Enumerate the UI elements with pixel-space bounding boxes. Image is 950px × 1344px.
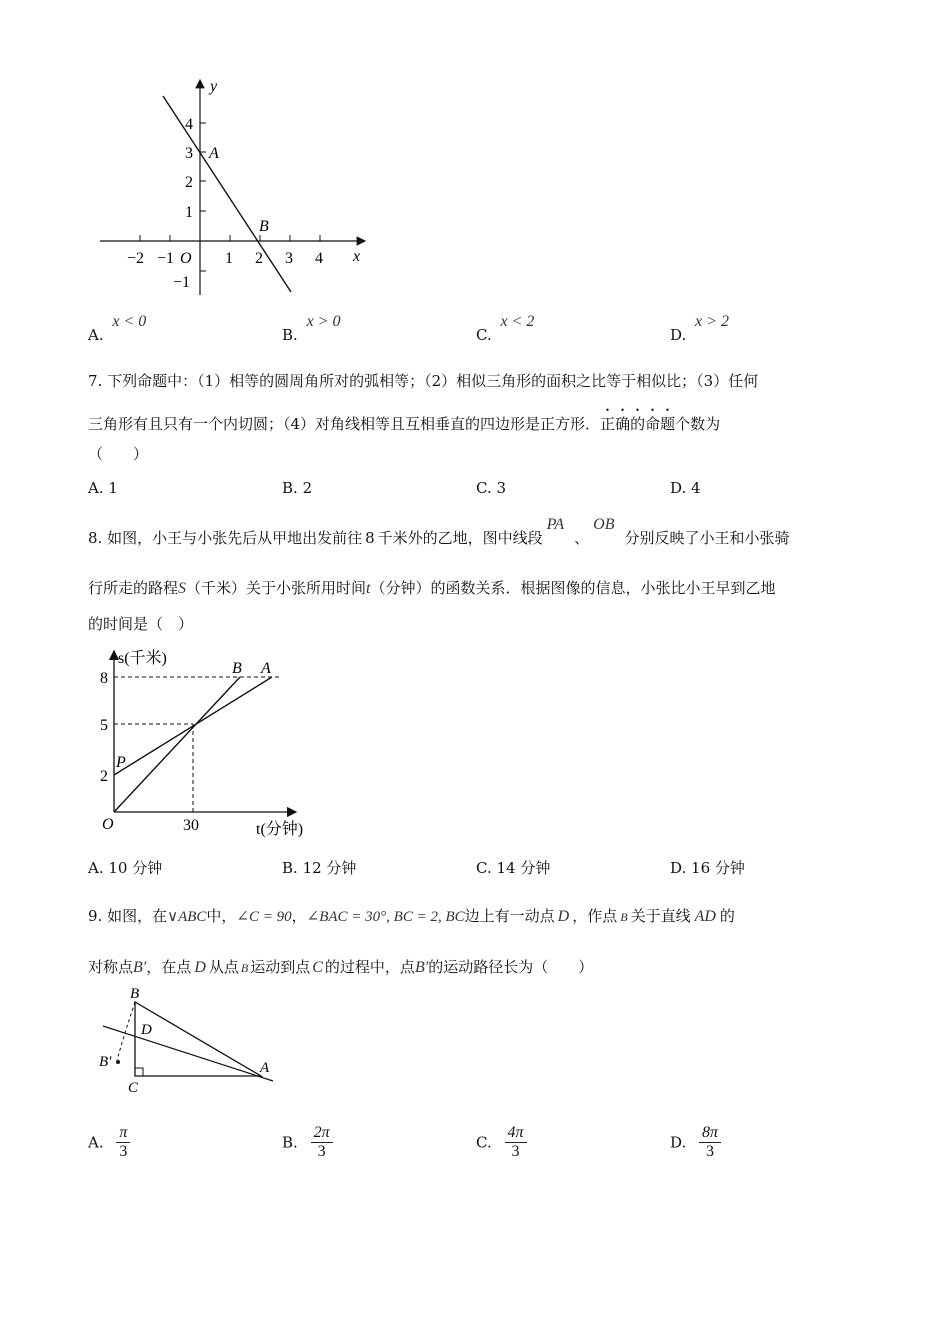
segment-ob-line	[114, 677, 240, 812]
option-text: 12 分钟	[302, 859, 357, 877]
point-a-label: A	[209, 145, 219, 162]
q9-option-c[interactable]	[476, 1124, 527, 1161]
separator: 、	[574, 529, 590, 547]
y-axis-label: y	[210, 78, 218, 95]
option-expr: x < 0	[112, 313, 147, 330]
point-b-label: B	[232, 660, 242, 677]
vertex-a-label: A	[260, 1060, 270, 1076]
option-fraction	[116, 1124, 130, 1161]
q9-text: ，在点	[146, 958, 192, 976]
option-fraction	[311, 1124, 333, 1161]
q9-text: ，	[291, 907, 307, 925]
q6-option-c[interactable]	[476, 313, 535, 344]
y-tick-4: 4	[185, 116, 193, 133]
q9-line-2	[88, 956, 593, 977]
q9-text: 从点	[208, 958, 239, 976]
q8-line-3: 的时间是（ ）	[88, 615, 194, 633]
q9-text: 对称点	[88, 958, 134, 976]
linear-function-graph	[95, 75, 375, 305]
var-b-prime: B′	[133, 959, 147, 976]
line-ad	[103, 1026, 273, 1081]
point-d-label: D	[141, 1022, 152, 1038]
var-d: D	[557, 908, 570, 925]
var-b: B	[240, 961, 249, 975]
option-letter: C.	[476, 479, 492, 497]
q7-option-a[interactable]	[88, 479, 118, 497]
q6-option-b[interactable]	[282, 313, 341, 344]
q9-text: 的过程中，点	[324, 958, 415, 976]
segment-pa: PA	[546, 516, 565, 533]
q8-text: 千米外的乙地，图中线段	[377, 529, 543, 547]
q8-line-2	[88, 577, 776, 598]
q8-option-a[interactable]	[88, 857, 162, 878]
option-letter: D.	[670, 326, 687, 344]
q7-option-b[interactable]	[282, 479, 312, 497]
s-tick-8: 8	[100, 670, 108, 687]
option-expr: x > 2	[695, 313, 729, 330]
x-tick-4: 4	[315, 250, 323, 267]
denominator: 3	[317, 1143, 326, 1160]
origin-label: O	[180, 250, 192, 267]
option-letter: D.	[670, 859, 687, 877]
q8-text: 行所走的路程	[88, 579, 179, 597]
q9-option-a[interactable]	[88, 1124, 130, 1161]
q7-line-2	[88, 406, 720, 434]
condition-angle-c: ∠C = 90	[236, 909, 292, 925]
x-tick-2: 2	[255, 250, 263, 267]
vertex-b-label: B	[130, 986, 140, 1002]
q9-text: 关于直线	[630, 907, 691, 925]
triangle-abc	[135, 1002, 261, 1076]
option-letter: C.	[476, 859, 492, 877]
segment-ob: OB	[593, 516, 615, 533]
distance-time-graph	[90, 643, 340, 843]
q8-text: 8. 如图，小王与小张先后从甲地出发前往	[88, 529, 363, 547]
option-letter: C.	[476, 326, 492, 344]
right-angle-mark	[135, 1068, 143, 1076]
option-text: 3	[496, 479, 507, 497]
x-tick-1: 1	[225, 250, 233, 267]
var-b: B	[620, 910, 628, 924]
option-text: 14 分钟	[496, 859, 551, 877]
x-tick-neg1: −1	[157, 250, 175, 267]
s-axis-label: s(千米)	[118, 650, 167, 667]
var-c: C	[312, 959, 323, 976]
option-text: 2	[302, 479, 313, 497]
y-tick-neg1: −1	[173, 274, 191, 291]
y-tick-3: 3	[185, 145, 193, 162]
q8-distance: 8	[365, 529, 375, 547]
q7-line-2-text: 三角形有且只有一个内切圆；（4）对角线相等且互相垂直的四边形是正方形．	[88, 415, 601, 433]
point-b-label: B	[259, 218, 269, 235]
option-letter: B.	[282, 1133, 298, 1152]
numerator: 4π	[505, 1124, 527, 1143]
q9-line-1	[88, 905, 735, 926]
var-ad: AD	[694, 908, 716, 925]
t-tick-30: 30	[183, 817, 199, 834]
numerator: π	[116, 1124, 130, 1143]
q9-option-b[interactable]	[282, 1124, 333, 1161]
y-tick-2: 2	[185, 174, 193, 191]
option-text: 1	[108, 479, 118, 497]
point-p-label: P	[116, 754, 126, 771]
option-fraction	[505, 1124, 527, 1161]
t-axis-label: t(分钟)	[256, 821, 304, 838]
q8-option-c[interactable]	[476, 857, 550, 878]
option-fraction	[699, 1124, 721, 1161]
q8-option-d[interactable]	[670, 857, 745, 878]
var-d: D	[194, 959, 206, 976]
option-letter: B.	[282, 479, 298, 497]
option-letter: B.	[282, 859, 298, 877]
var-s: S	[178, 580, 187, 597]
triangle-symbol: ∨ABC	[167, 909, 207, 925]
x-tick-neg2: −2	[127, 250, 145, 267]
option-text: 4	[691, 479, 701, 497]
q7-line-1: 7. 下列命题中：（1）相等的圆周角所对的弧相等；（2）相似三角形的面积之比等于相似比；（3）任何	[88, 372, 759, 390]
q7-option-c[interactable]	[476, 479, 506, 497]
option-letter: A.	[88, 326, 104, 344]
q6-option-d[interactable]	[670, 313, 729, 344]
q9-text: 9. 如图，在	[88, 907, 168, 925]
q8-text: 分别反映了小王和小张骑	[624, 529, 790, 547]
option-letter: C.	[476, 1133, 492, 1152]
s-tick-2: 2	[100, 768, 108, 785]
option-letter: A.	[88, 859, 104, 877]
q9-text: ，作点	[572, 907, 618, 925]
q9-option-d[interactable]	[670, 1124, 721, 1161]
q7-emphasis: 正确的命题	[600, 415, 676, 433]
q8-option-b[interactable]	[282, 857, 356, 878]
q8-line-1	[88, 516, 790, 548]
option-expr: x > 0	[306, 313, 341, 330]
var-b-prime: B′	[414, 959, 429, 976]
denominator: 3	[706, 1143, 715, 1160]
q6-option-a[interactable]	[88, 313, 147, 344]
y-tick-1: 1	[185, 204, 193, 221]
origin-label: O	[102, 816, 114, 833]
b-prime-point	[116, 1060, 120, 1064]
triangle-figure	[95, 982, 285, 1097]
q7-answer-paren: （ ）	[88, 445, 149, 463]
condition-bac-bc: ∠BAC = 30°, BC = 2, BC	[306, 909, 465, 925]
x-tick-3: 3	[285, 250, 293, 267]
option-text: 10 分钟	[108, 859, 163, 877]
q9-text: 运动到点	[250, 958, 311, 976]
denominator: 3	[511, 1143, 520, 1160]
q8-text: （分钟）的函数关系．根据图像的信息，小张比小王早到乙地	[370, 579, 776, 597]
q9-text: 的	[719, 907, 735, 925]
vertex-c-label: C	[128, 1080, 139, 1096]
q8-text: （千米）关于小张所用时间	[186, 579, 367, 597]
q7-line-2-tail: 个数为	[675, 415, 721, 433]
numerator: 2π	[311, 1124, 333, 1143]
option-letter: A.	[88, 479, 104, 497]
q9-text: 的运动路径长为（ ）	[428, 958, 594, 976]
x-axis-label: x	[353, 248, 361, 265]
s-tick-5: 5	[100, 717, 108, 734]
option-letter: B.	[282, 326, 298, 344]
numerator: 8π	[699, 1124, 721, 1143]
option-letter: A.	[88, 1133, 104, 1152]
var-t: t	[366, 580, 371, 597]
q9-text: 边上有一动点	[464, 907, 555, 925]
option-expr: x < 2	[500, 313, 535, 330]
point-b-prime-label: B′	[99, 1054, 112, 1070]
q9-text: 中，	[206, 907, 237, 925]
option-letter: D.	[670, 1133, 687, 1152]
q7-option-d[interactable]	[670, 479, 701, 497]
option-letter: D.	[670, 479, 687, 497]
denominator: 3	[119, 1143, 128, 1160]
point-a-label: A	[261, 660, 271, 677]
option-text: 16 分钟	[691, 859, 745, 877]
